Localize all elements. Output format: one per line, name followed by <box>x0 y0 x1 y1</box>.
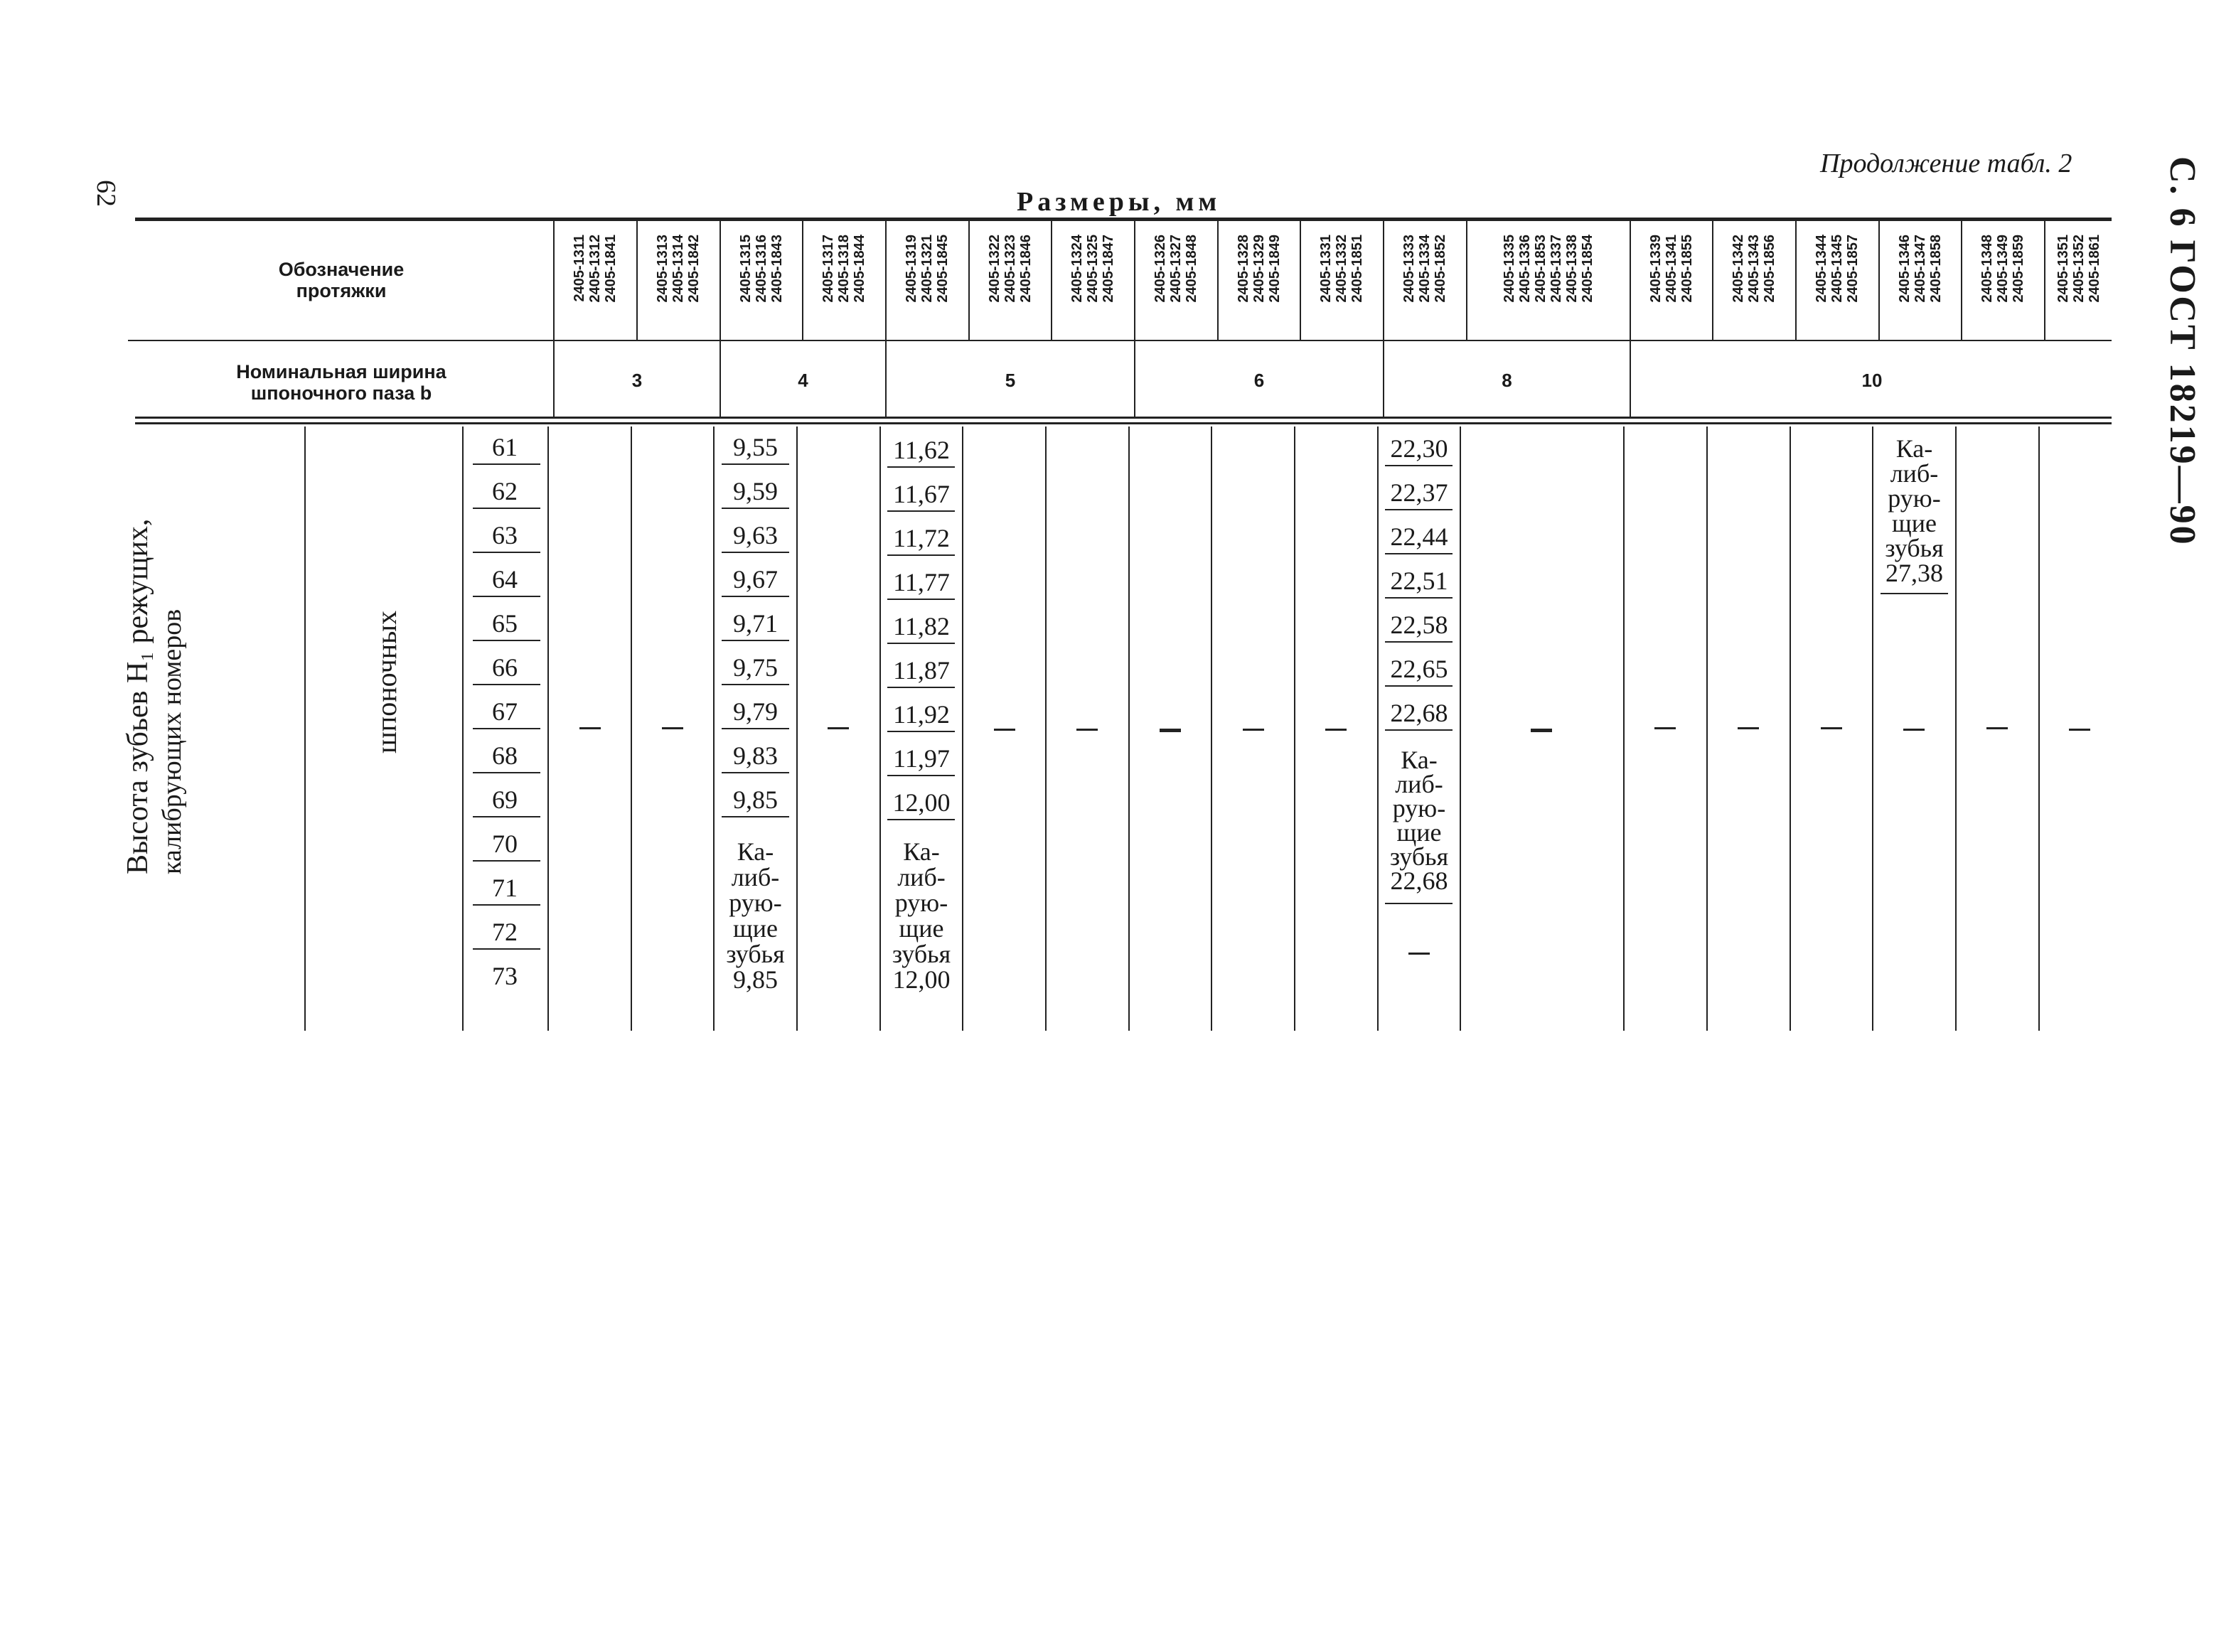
broach-code: 2405-1341 <box>1663 235 1679 303</box>
dash <box>1408 953 1430 955</box>
broach-code: 2405-1313 <box>655 235 670 303</box>
broach-code: 2405-1328 <box>1235 235 1251 303</box>
row-number: 71 <box>492 874 518 902</box>
header-bottom-rule-2 <box>135 422 2112 424</box>
note-line: зубья <box>1885 534 1944 562</box>
broach-codes-col-3 <box>721 235 802 334</box>
broach-code: 2405-1321 <box>919 235 935 303</box>
broach-code: 2405-1335 <box>1501 235 1517 303</box>
value-cell: 22,51 <box>1390 567 1448 595</box>
dash <box>1654 727 1676 729</box>
dash <box>1243 729 1264 731</box>
note-line: рую- <box>1888 484 1941 513</box>
broach-codes-col-13 <box>1631 235 1712 334</box>
broach-code: 2405-1858 <box>1927 235 1944 303</box>
value-cell: 9,55 <box>733 433 778 461</box>
row-number: 61 <box>492 433 518 461</box>
note-line: либ- <box>731 863 780 891</box>
gost-reference: С. 6 ГОСТ 18219—90 <box>2162 156 2203 547</box>
continuation-caption: Продолжение табл. 2 <box>1820 149 2072 178</box>
row-number: 73 <box>492 962 518 990</box>
broach-code: 2405-1331 <box>1318 235 1334 303</box>
designation-label-line-1: Обозначение <box>278 259 405 280</box>
broach-code: 2405-1861 <box>2087 235 2102 303</box>
broach-code: 2405-1311 <box>572 235 587 302</box>
value-cell: 11,97 <box>893 744 950 773</box>
value-cell: 22,68 <box>1390 699 1448 727</box>
value-cell: 11,87 <box>893 656 950 685</box>
broach-code: 2405-1342 <box>1731 235 1746 303</box>
side-label-line-1: Высота зубьев H₁ режущих, <box>122 518 154 874</box>
broach-code: 2405-1319 <box>904 235 919 303</box>
row-number: 64 <box>492 565 518 594</box>
broach-code: 2405-1857 <box>1845 235 1861 303</box>
note-line: 12,00 <box>892 965 951 994</box>
dash <box>579 727 601 729</box>
note-line: зубья <box>1389 842 1449 871</box>
broach-code: 2405-1343 <box>1746 235 1762 303</box>
note-line: зубья <box>726 940 785 968</box>
note-line: щие <box>733 914 778 943</box>
broach-codes-col-1 <box>555 235 636 334</box>
value-cell: 11,82 <box>893 612 950 640</box>
value-cell: 11,92 <box>893 700 950 729</box>
value-cell: 9,63 <box>733 521 778 549</box>
nominal-width-label-line-1: Номинальная ширина <box>236 361 446 382</box>
header-divider <box>128 340 2112 341</box>
broach-code: 2405-1855 <box>1679 235 1695 303</box>
value-cell: 9,79 <box>733 697 778 726</box>
designation-label <box>235 259 448 301</box>
note-line: либ- <box>1395 770 1443 798</box>
broach-codes-col-15 <box>1797 235 1878 334</box>
row-number: 63 <box>492 521 518 549</box>
nominal-width-6: 6 <box>1253 370 1265 391</box>
value-cell: 9,67 <box>733 565 778 594</box>
dash <box>1531 729 1552 732</box>
broach-code: 2405-1843 <box>769 235 785 303</box>
value-cell: 9,83 <box>733 741 778 770</box>
broach-code: 2405-1317 <box>820 235 836 303</box>
nominal-width-10: 10 <box>1861 370 1883 391</box>
note-line: зубья <box>892 940 951 968</box>
broach-code: 2405-1333 <box>1401 235 1417 303</box>
broach-codes-col-16 <box>1880 235 1961 334</box>
broach-code: 2405-1339 <box>1647 235 1664 303</box>
broach-codes-col-4 <box>803 235 885 334</box>
dash <box>1160 729 1181 732</box>
dash <box>994 729 1015 731</box>
calibrating-teeth-note <box>1379 748 1460 893</box>
note-line: щие <box>1892 509 1937 537</box>
row-number: 65 <box>492 609 518 638</box>
top-rule <box>135 218 2112 221</box>
broach-codes-col-12 <box>1467 235 1630 334</box>
broach-codes-col-5 <box>887 235 968 334</box>
page-number: 62 <box>91 180 121 207</box>
value-cell: 22,44 <box>1390 522 1448 551</box>
nominal-width-3: 3 <box>631 370 643 391</box>
broach-code: 2405-1853 <box>1532 235 1548 303</box>
header-bottom-rule-1 <box>135 417 2112 419</box>
calibrating-teeth-note <box>1873 436 1955 586</box>
broach-code: 2405-1346 <box>1896 235 1913 303</box>
broach-code: 2405-1327 <box>1168 235 1184 303</box>
broach-code: 2405-1324 <box>1069 235 1085 303</box>
note-line: 22,68 <box>1390 867 1448 895</box>
broach-code: 2405-1351 <box>2055 235 2071 303</box>
broach-code: 2405-1325 <box>1085 235 1101 303</box>
note-line: Ка- <box>903 837 940 866</box>
value-cell: 9,85 <box>733 785 778 814</box>
broach-code: 2405-1348 <box>1979 235 1995 303</box>
broach-codes-col-2 <box>638 235 720 334</box>
broach-codes-col-17 <box>1962 235 2044 334</box>
calibrating-teeth-note <box>715 839 796 992</box>
broach-code: 2405-1326 <box>1152 235 1168 303</box>
note-line: 27,38 <box>1885 559 1943 587</box>
broach-code: 2405-1844 <box>852 235 867 303</box>
broach-code: 2405-1842 <box>686 235 702 303</box>
value-cell: 11,72 <box>893 524 950 552</box>
broach-code: 2405-1847 <box>1101 235 1116 303</box>
value-cell: 22,30 <box>1390 434 1448 463</box>
broach-code: 2405-1856 <box>1762 235 1777 303</box>
broach-code: 2405-1332 <box>1334 235 1349 303</box>
broach-code: 2405-1851 <box>1349 235 1365 303</box>
note-line: рую- <box>1392 794 1446 822</box>
broach-code: 2405-1315 <box>737 235 754 303</box>
nominal-width-label <box>206 361 476 404</box>
note-line: либ- <box>897 863 946 891</box>
dash <box>662 727 683 729</box>
dash <box>2069 729 2090 731</box>
side-label-line-2: калибрующих номеров <box>157 608 187 874</box>
broach-code: 2405-1352 <box>2071 235 2087 303</box>
broach-codes-col-11 <box>1384 235 1466 334</box>
broach-code: 2405-1322 <box>986 235 1002 303</box>
broach-code: 2405-1338 <box>1563 235 1580 303</box>
broach-codes-col-8 <box>1135 235 1217 334</box>
broach-code: 2405-1323 <box>1002 235 1018 303</box>
broach-codes-col-10 <box>1301 235 1383 334</box>
note-line: Ка- <box>1895 434 1933 463</box>
value-cell: 11,67 <box>893 480 950 508</box>
note-line: рую- <box>729 889 782 917</box>
value-cell: 9,59 <box>733 477 778 505</box>
note-line: Ка- <box>737 837 774 866</box>
designation-label-line-2: протяжки <box>296 280 387 301</box>
dash <box>1903 729 1925 731</box>
broach-code: 2405-1337 <box>1548 235 1564 303</box>
row-number: 70 <box>492 830 518 858</box>
nominal-width-label-line-2: шпоночного паза b <box>250 382 432 404</box>
nominal-width-8: 8 <box>1502 370 1512 391</box>
value-cell: 9,75 <box>733 653 778 682</box>
broach-code: 2405-1347 <box>1912 235 1928 303</box>
dash <box>1821 727 1842 729</box>
row-number: 72 <box>492 918 518 946</box>
table-title: Размеры, мм <box>1017 187 1221 217</box>
row-number: 69 <box>492 785 518 814</box>
broach-codes-col-7 <box>1052 235 1134 334</box>
broach-codes-col-9 <box>1219 235 1300 334</box>
broach-code: 2405-1841 <box>603 235 619 303</box>
broach-codes-col-14 <box>1713 235 1795 334</box>
broach-code: 2405-1846 <box>1017 235 1034 303</box>
broach-code: 2405-1334 <box>1417 235 1433 303</box>
value-cell: 22,37 <box>1390 478 1448 507</box>
row-number: 68 <box>492 741 518 770</box>
broach-code: 2405-1314 <box>670 235 686 303</box>
broach-code: 2405-1345 <box>1829 235 1845 303</box>
note-line: щие <box>899 914 944 943</box>
broach-code: 2405-1329 <box>1251 235 1267 303</box>
value-cell: 22,65 <box>1390 655 1448 683</box>
broach-code: 2405-1318 <box>836 235 852 303</box>
value-cell: 12,00 <box>892 788 951 817</box>
broach-code: 2405-1336 <box>1516 235 1533 303</box>
broach-code: 2405-1312 <box>587 235 603 303</box>
value-cell: 22,58 <box>1390 611 1448 639</box>
dash <box>1738 727 1759 729</box>
side-label-keyway-text: шпоночных <box>370 611 402 753</box>
broach-code: 2405-1852 <box>1433 235 1448 303</box>
broach-code: 2405-1316 <box>753 235 769 303</box>
note-line: Ка- <box>1401 746 1438 774</box>
broach-codes-col-6 <box>970 235 1051 334</box>
broach-code: 2405-1344 <box>1814 235 1829 303</box>
note-line: рую- <box>894 889 948 917</box>
nominal-width-5: 5 <box>1005 370 1016 391</box>
broach-code: 2405-1349 <box>1995 235 2011 303</box>
row-number: 66 <box>492 653 518 682</box>
value-cell: 9,71 <box>733 609 778 638</box>
value-cell: 11,62 <box>893 436 950 464</box>
dash <box>1076 729 1098 731</box>
calibrating-teeth-note <box>881 839 962 992</box>
value-cell: 11,77 <box>893 568 950 596</box>
row-number: 67 <box>492 697 518 726</box>
dash <box>1325 729 1347 731</box>
broach-codes-col-18 <box>2045 235 2113 334</box>
broach-code: 2405-1859 <box>2011 235 2026 303</box>
broach-code: 2405-1849 <box>1266 235 1283 303</box>
row-number: 62 <box>492 477 518 505</box>
dash <box>1986 727 2008 729</box>
broach-code: 2405-1848 <box>1184 235 1199 303</box>
broach-code: 2405-1845 <box>935 235 951 303</box>
dash <box>828 727 849 729</box>
note-line: либ- <box>1890 459 1939 488</box>
nominal-width-4: 4 <box>798 370 808 391</box>
note-line: 9,85 <box>733 965 778 994</box>
note-line: щие <box>1396 818 1442 847</box>
broach-code: 2405-1854 <box>1579 235 1595 303</box>
